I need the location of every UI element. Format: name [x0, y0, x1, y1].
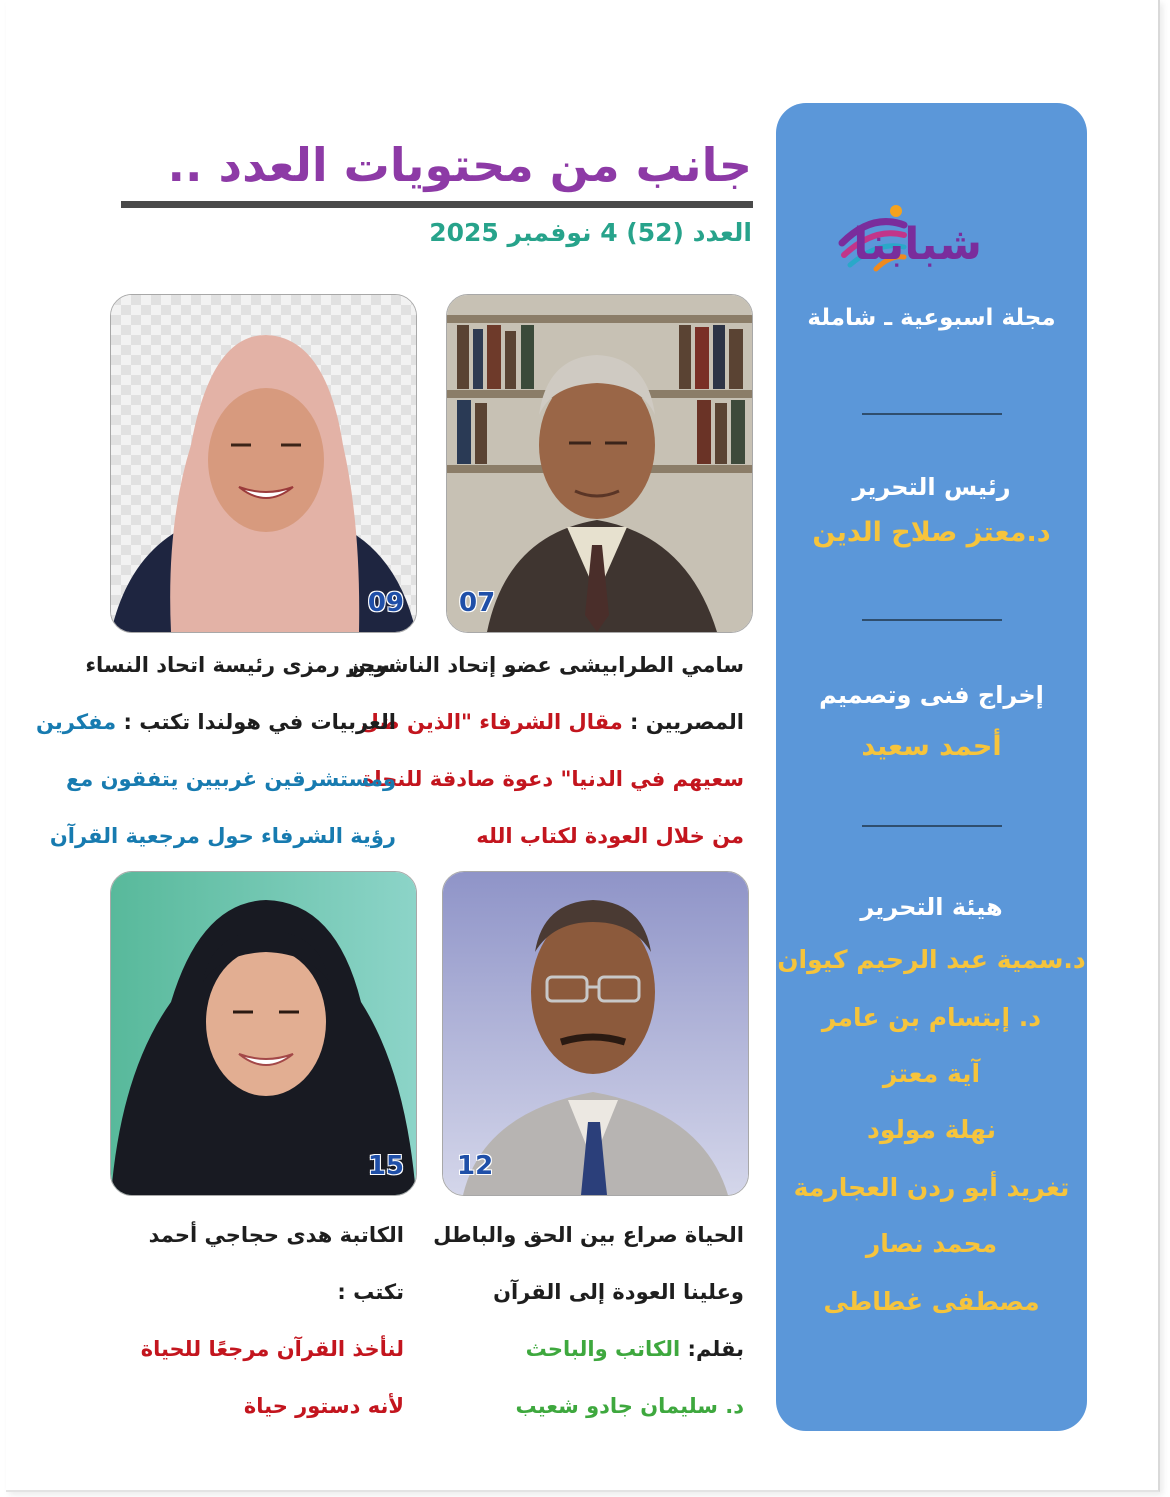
- caption-line: الحياة صراع بين الحق والباطل: [433, 1223, 744, 1247]
- caption-line: ومستشرقين غربيين يتفقون مع: [65, 767, 396, 791]
- article-photo: [110, 294, 417, 633]
- caption-line: [433, 1321, 744, 1378]
- caption-span: مفكرين: [36, 710, 117, 734]
- article-caption: [36, 637, 396, 865]
- caption-line: سعيهم في الدنيا" دعوة صادقة للنجاة: [361, 767, 744, 791]
- divider: [862, 413, 1002, 415]
- portrait-man-bookshelf-icon: [447, 295, 752, 632]
- caption-span: بقلم:: [680, 1337, 744, 1361]
- page-title: جانب من محتويات العدد ..: [167, 138, 752, 192]
- article-caption: [433, 1207, 744, 1435]
- caption-span: العربيات في هولندا تكتب :: [116, 710, 396, 734]
- magazine-logo: [832, 203, 1032, 273]
- caption-span: المصريين :: [622, 710, 744, 734]
- article-photo: [442, 871, 749, 1196]
- divider: [862, 619, 1002, 621]
- caption-line: من خلال العودة لكتاب الله: [476, 824, 744, 848]
- portrait-woman-pink-hijab-icon: [111, 295, 416, 632]
- tagline: مجلة اسبوعية ـ شاملة: [807, 305, 1056, 331]
- board-member: نهلة مولود: [866, 1115, 996, 1144]
- design-label: إخراج فنى وتصميم: [819, 681, 1044, 709]
- board-member: د. إبتسام بن عامر: [821, 1003, 1042, 1032]
- caption-span: مقال الشرفاء "الذين ضل: [360, 710, 623, 734]
- page-number: 09: [367, 588, 404, 618]
- caption-line: لأنه دستور حياة: [243, 1394, 404, 1418]
- caption-line: [36, 694, 396, 751]
- caption-line: [348, 694, 744, 751]
- article-photo: [446, 294, 753, 633]
- page-number: 07: [459, 588, 496, 618]
- article-caption: [141, 1207, 404, 1435]
- caption-line: د. سليمان جادو شعيب: [515, 1394, 744, 1418]
- board-member: مصطفى غطاطى: [823, 1287, 1040, 1316]
- caption-line: لنأخذ القرآن مرجعًا للحياة: [140, 1337, 404, 1361]
- article-caption: [348, 637, 744, 865]
- page-number: 15: [367, 1151, 404, 1181]
- caption-line: تكتب :: [337, 1280, 404, 1304]
- editor-label: رئيس التحرير: [852, 473, 1011, 501]
- title-underline: [121, 201, 753, 208]
- board-member: تغريد أبو ردن العجارمة: [793, 1173, 1070, 1202]
- caption-line: سامي الطرابيشى عضو إتحاد الناشرين: [347, 653, 744, 677]
- logo-text: شبابنا: [853, 219, 982, 270]
- portrait-woman-black-hijab-icon: [111, 872, 416, 1195]
- page-number: 12: [457, 1151, 494, 1181]
- board-member: د.سمية عبد الرحيم كيوان: [777, 945, 1086, 974]
- portrait-man-glasses-icon: [443, 872, 748, 1195]
- article-photo: [110, 871, 417, 1196]
- board-label: هيئة التحرير: [860, 893, 1003, 921]
- masthead-sidebar: [776, 103, 1087, 1431]
- divider: [862, 825, 1002, 827]
- design-name: أحمد سعيد: [861, 731, 1002, 762]
- board-member: آية معتز: [882, 1059, 981, 1088]
- editor-name: د.معتز صلاح الدين: [812, 517, 1051, 548]
- issue-line: العدد (52) 4 نوفمبر 2025: [429, 218, 752, 247]
- board-member: محمد نصار: [865, 1229, 998, 1258]
- caption-span: الكاتب والباحث: [525, 1337, 681, 1361]
- caption-line: سحر رمزى رئيسة اتحاد النساء: [85, 653, 396, 677]
- caption-line: رؤية الشرفاء حول مرجعية القرآن: [49, 824, 396, 848]
- caption-line: الكاتبة هدى حجاجي أحمد: [148, 1223, 404, 1247]
- caption-line: وعلينا العودة إلى القرآن: [493, 1280, 744, 1304]
